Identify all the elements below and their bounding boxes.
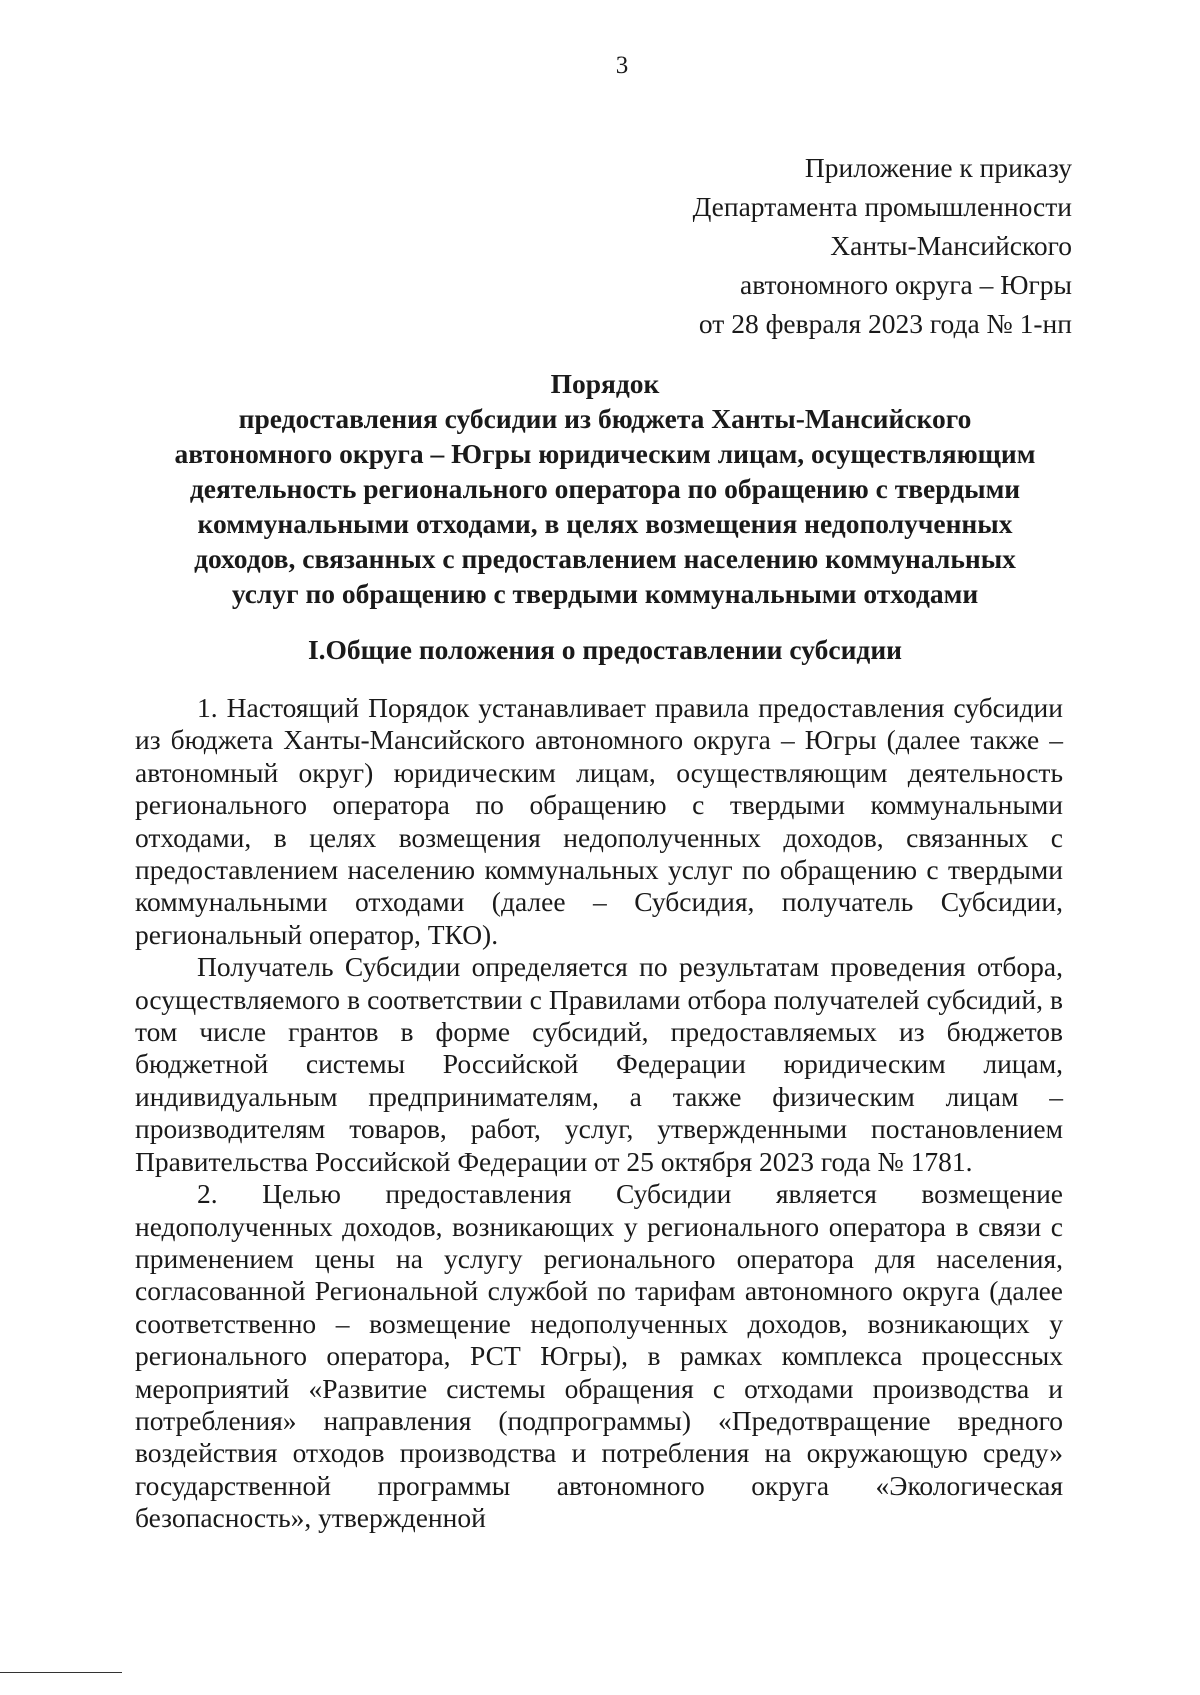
appendix-line: Департамента промышленности [692,191,1072,222]
appendix-block [693,148,1072,343]
title-line: деятельность регионального оператора по обращению с твердыми [189,473,1021,504]
title-heading: Порядок [550,368,660,399]
appendix-line: Приложение к приказу [804,152,1072,183]
footnote-divider [0,1672,122,1673]
body-text [135,692,1063,1535]
title-line: услуг по обращению с твердыми коммунальными отходами [231,578,979,609]
paragraph-1: 1. Настоящий Порядок устанавливает правила предоставления субсидии из бюджета Ханты-Мансийского автономного округа – Югры (далее также – автономный округ) юридическим лицам, осуществляющим деятельность регионального оператора по обращению с твердыми коммунальными отходами, в целях возмещения недополученных доходов, связанных с предоставлением населению коммунальных услуг по обращению с твердыми коммунальными отходами (далее – Субсидия, получатель Субсидии, региональный оператор, ТКО). [135,692,1063,950]
title-line: коммунальными отходами, в целях возмещения недополученных [197,508,1013,539]
page-number: 3 [615,52,629,79]
title-line: автономного округа – Югры юридическим лицам, осуществляющим [174,438,1036,469]
title-line: предоставления субсидии из бюджета Ханты-Мансийского [238,403,972,434]
appendix-line: от 28 февраля 2023 года № 1-нп [698,308,1072,339]
appendix-line: Ханты-Мансийского [830,230,1072,261]
appendix-line: автономного округа – Югры [740,269,1072,300]
document-title [130,366,1080,611]
section-title: I.Общие положения о предоставлении субсидии [307,634,903,665]
title-line: доходов, связанных с предоставлением населению коммунальных [194,543,1016,574]
paragraph-3: 2. Целью предоставления Субсидии является возмещение недополученных доходов, возникающих у регионального оператора в связи с применением цены на услугу регионального оператора для населения, согласованной Региональной службой по тарифам автономного округа (далее соответственно – возмещение недополученных доходов, возникающих у регионального оператора, РСТ Югры), в рамках комплекса процессных мероприятий «Развитие системы обращения с отходами производства и потребления» направления (подпрограммы) «Предотвращение вредного воздействия отходов производства и потребления на окружающую среду» государственной программы автономного округа «Экологическая безопасность», утвержденной [135,1178,1063,1534]
paragraph-2: Получатель Субсидии определяется по результатам проведения отбора, осуществляемого в соответствии с Правилами отбора получателей субсидий, в том числе грантов в форме субсидий, предоставляемых из бюджетов бюджетной системы Российской Федерации юридическим лицам, индивидуальным предпринимателям, а также физическим лицам – производителям товаров, работ, услуг, утвержденными постановлением Правительства Российской Федерации от 25 октября 2023 года № 1781. [135,951,1063,1177]
